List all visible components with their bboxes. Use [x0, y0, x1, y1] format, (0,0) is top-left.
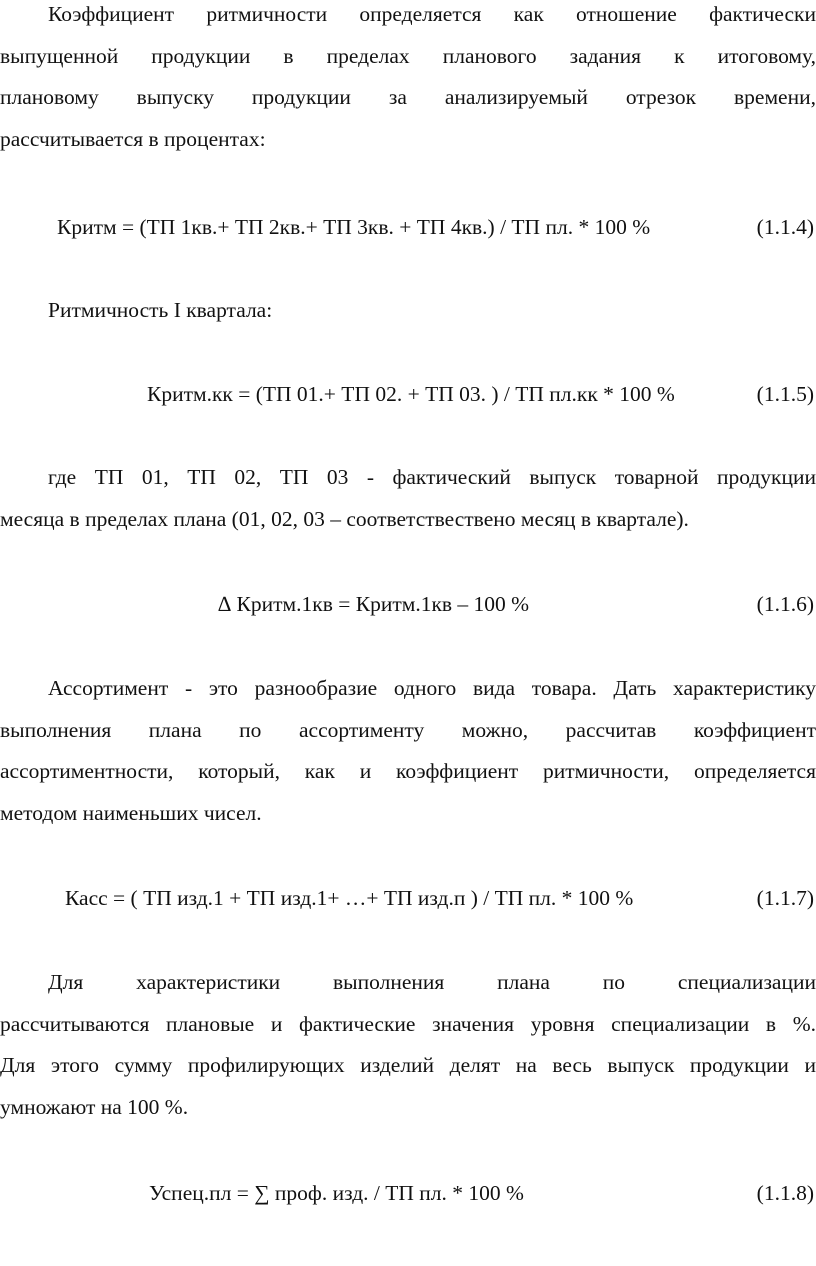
paragraph-definitions: [0, 457, 816, 540]
formula-number: (1.1.7): [756, 886, 814, 910]
text-line: Для этого сумму профилирующих изделий делят на весь выпуск продукции и: [0, 1053, 816, 1077]
formula-number: (1.1.6): [756, 592, 814, 616]
text-line: методом наименьших чисел.: [0, 800, 262, 825]
text-line: умножают на 100 %.: [0, 1094, 189, 1119]
paragraph-assortment: [0, 668, 816, 834]
text-line: Ритмичность I квартала:: [48, 298, 273, 322]
text-line: где ТП 01, ТП 02, ТП 03 - фактический выпуск товарной продукции: [48, 465, 816, 489]
formula-expression: Критм.кк = (ТП 01.+ ТП 02. + ТП 03. ) / ТП пл.кк * 100 %: [147, 382, 675, 406]
formula-expression: Критм = (ТП 1кв.+ ТП 2кв.+ ТП 3кв. + ТП 4кв.) / ТП пл. * 100 %: [57, 215, 651, 239]
text-line: выполнения плана по ассортименту можно, рассчитав коэффициент: [0, 717, 816, 742]
text-line: рассчитывается в процентах:: [0, 126, 266, 151]
formula-1-1-8: [0, 1173, 816, 1213]
text-line: плановому выпуску продукции за анализируемый отрезок времени,: [0, 85, 816, 109]
formula-1-1-5: [0, 374, 816, 414]
formula-expression: Касс = ( ТП изд.1 + ТП изд.1+ …+ ТП изд.п ) / ТП пл. * 100 %: [65, 886, 634, 910]
formula-number: (1.1.4): [756, 215, 814, 239]
paragraph-specialization: [0, 962, 816, 1128]
formula-expression: ∆ Критм.1кв = Критм.1кв – 100 %: [218, 592, 530, 616]
text-line: месяца в пределах плана (01, 02, 03 – соответствествено месяц в квартале).: [0, 506, 689, 531]
text-line: Ассортимент - это разнообразие одного вида товара. Дать характеристику: [48, 676, 816, 700]
text-line: выпущенной продукции в пределах планового задания к итоговому,: [0, 43, 816, 68]
formula-expression: Успец.пл = ∑ проф. изд. / ТП пл. * 100 %: [149, 1181, 524, 1205]
formula-1-1-7: [0, 878, 816, 918]
text-line: рассчитываются плановые и фактические значения уровня специализации в %.: [0, 1011, 816, 1036]
text-line: ассортиментности, который, как и коэффициент ритмичности, определяется: [0, 759, 816, 783]
text-line: Для характеристики выполнения плана по специализации: [48, 970, 816, 994]
text-line: Коэффициент ритмичности определяется как отношение фактически: [48, 2, 816, 26]
formula-1-1-6: [0, 584, 816, 624]
formula-1-1-4: [0, 207, 816, 247]
formula-number: (1.1.8): [756, 1181, 814, 1205]
formula-number: (1.1.5): [756, 382, 814, 406]
paragraph-rhythm-coefficient: [0, 0, 816, 160]
paragraph-q1-rhythm: [0, 290, 816, 330]
